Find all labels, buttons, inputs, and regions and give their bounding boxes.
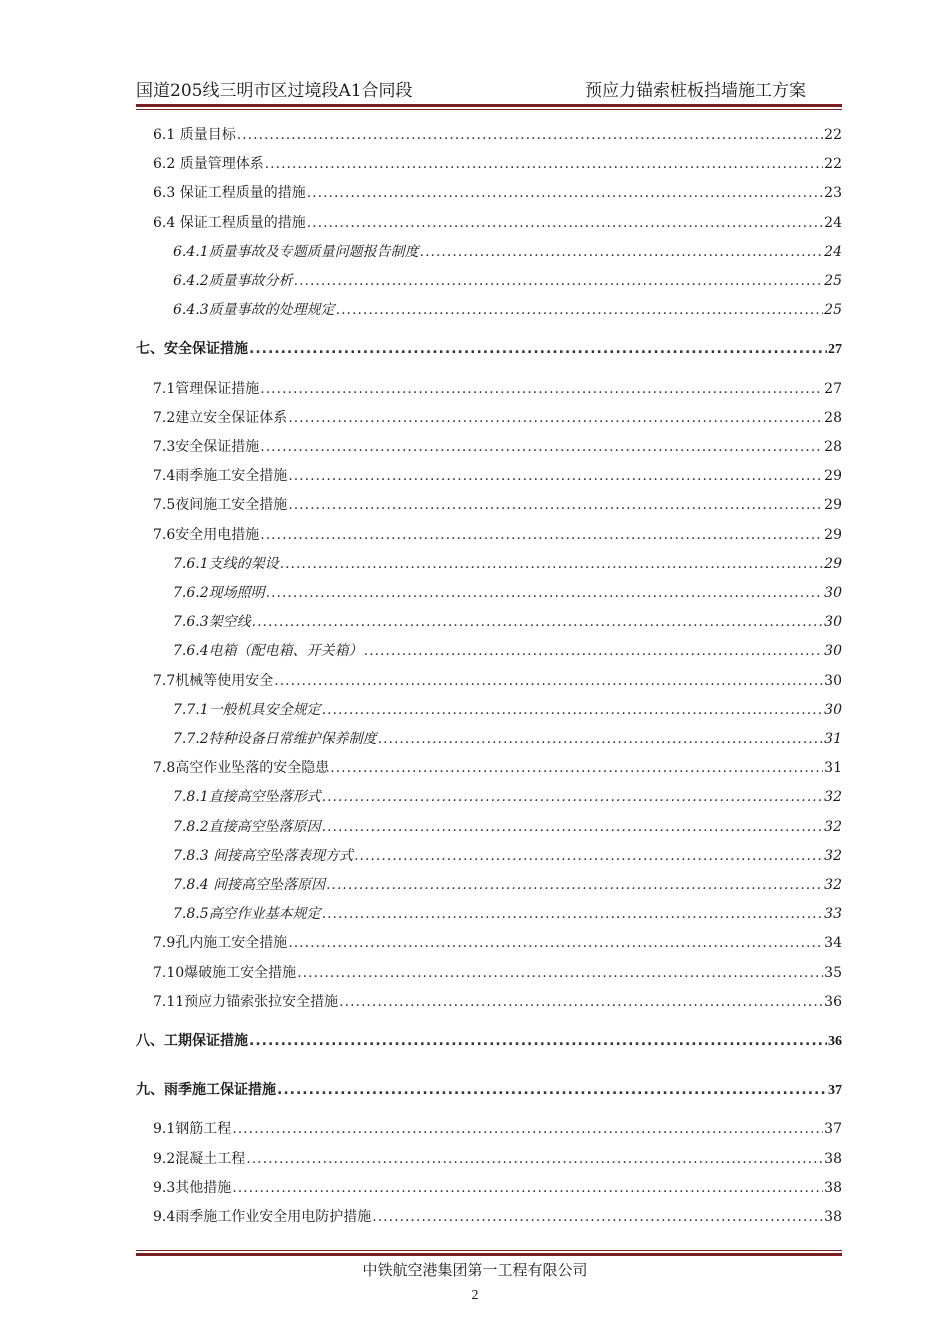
toc-entry[interactable] [136,494,842,516]
toc-entry-page: 28 [824,409,842,426]
toc-leader-dots [249,1030,827,1052]
toc-entry[interactable] [136,699,842,721]
toc-entry[interactable] [136,1118,842,1140]
toc-entry[interactable] [136,241,842,263]
toc-entry-page: 30 [824,585,842,601]
toc-entry-page: 38 [824,1179,842,1196]
toc-entry-title: 7.2建立安全保证体系 [153,409,288,426]
toc-leader-dots [307,212,823,234]
toc-entry[interactable] [136,670,842,692]
toc-leader-dots [260,524,823,546]
toc-leader-dots [288,465,823,487]
toc-entry-page: 29 [824,468,842,485]
toc-entry-title: 6.4.3质量事故的处理规定 [173,302,335,319]
toc-entry[interactable] [136,845,842,867]
toc-leader-dots [372,1206,823,1228]
toc-entry-title: 7.8.1直接高空坠落形式 [173,789,321,806]
footer-rule-thick [136,1253,842,1256]
toc-leader-dots [260,436,823,458]
toc-entry-page: 27 [824,380,842,397]
toc-entry[interactable] [136,728,842,750]
toc-entry-page: 32 [824,847,842,864]
toc-entry-title: 七、安全保证措施 [136,341,248,358]
toc-entry[interactable] [136,299,842,321]
toc-entry[interactable] [136,212,842,234]
toc-entry[interactable] [136,378,842,400]
toc-entry-title: 7.11预应力锚索张拉安全措施 [153,993,339,1010]
toc-entry[interactable] [136,338,842,360]
toc-entry[interactable] [136,932,842,954]
toc-entry-title: 7.8.3 间接高空坠落表现方式 [173,847,354,864]
toc-entry[interactable] [136,1148,842,1170]
toc-entry-page: 24 [824,214,842,231]
toc-entry-title: 9.3其他措施 [153,1179,232,1196]
toc-entry[interactable] [136,553,842,575]
toc-entry-page: 32 [824,818,842,835]
toc-entry-title: 7.7机械等使用安全 [153,672,274,689]
toc-entry-title: 7.6安全用电措施 [153,526,260,543]
toc-entry-page: 37 [828,1083,842,1099]
toc-entry-page: 34 [824,935,842,952]
footer-rule-thin [136,1250,842,1251]
toc-leader-dots [420,241,824,263]
header-document-title: 预应力锚索桩板挡墙施工方案 [585,81,806,101]
toc-entry-title: 7.8.4 间接高空坠落原因 [173,877,326,893]
toc-entry-title: 八、工期保证措施 [136,1033,248,1049]
toc-entry-page: 30 [824,614,842,631]
toc-entry[interactable] [136,786,842,808]
toc-leader-dots [274,670,823,692]
toc-entry[interactable] [136,874,842,896]
footer-company-name: 中铁航空港集团第一工程有限公司 [362,1261,588,1279]
toc-leader-dots [288,407,823,429]
toc-leader-dots [237,124,823,146]
header-project-title: 国道205线三明市区过境段A1合同段 [136,81,413,101]
toc-entry-title: 7.7.2特种设备日常维护保养制度 [173,731,377,747]
toc-entry-page: 38 [824,1150,842,1167]
toc-entry[interactable] [136,524,842,546]
toc-entry-title: 7.6.1支线的架设 [173,555,279,572]
toc-entry-title: 7.6.4电箱（配电箱、开关箱） [173,643,363,660]
toc-entry[interactable] [136,407,842,429]
toc-entry-page: 29 [824,555,842,572]
toc-leader-dots [280,553,824,575]
toc-entry-title: 6.4.1质量事故及专题质量问题报告制度 [173,243,419,260]
toc-entry-title: 6.3 保证工程质量的措施 [153,185,306,202]
toc-entry-page: 24 [824,243,842,260]
toc-entry[interactable] [136,1206,842,1228]
toc-leader-dots [297,962,823,984]
toc-entry-title: 9.4雨季施工作业安全用电防护措施 [153,1209,372,1225]
toc-entry[interactable] [136,1030,842,1052]
toc-entry[interactable] [136,182,842,204]
toc-entry-title: 7.8.2直接高空坠落原因 [173,818,321,835]
toc-entry-page: 36 [828,1034,842,1049]
toc-entry-title: 6.4.2质量事故分析 [173,273,293,289]
toc-entry-title: 7.3安全保证措施 [153,439,260,455]
toc-leader-dots [322,903,824,925]
toc-leader-dots [288,494,823,516]
toc-entry-page: 25 [824,302,842,319]
toc-entry-title: 6.4 保证工程质量的措施 [153,214,306,231]
toc-leader-dots [322,786,824,808]
table-of-contents [136,0,842,1344]
toc-entry[interactable] [136,903,842,925]
toc-leader-dots [260,378,823,400]
toc-entry[interactable] [136,611,842,633]
toc-entry-page: 23 [824,185,842,202]
toc-entry-title: 7.7.1一般机具安全规定 [173,701,321,718]
toc-entry-title: 7.6.3架空线 [173,614,251,631]
toc-entry-page: 28 [824,439,842,455]
toc-entry-page: 29 [824,526,842,543]
toc-leader-dots [326,874,823,896]
toc-entry[interactable] [136,582,842,604]
toc-entry-title: 7.6.2现场照明 [173,585,265,601]
toc-entry-page: 30 [824,701,842,718]
toc-entry[interactable] [136,124,842,146]
toc-leader-dots [336,299,824,321]
toc-entry-title: 9.1钢筋工程 [153,1121,232,1138]
toc-entry-page: 22 [824,156,842,173]
toc-entry-page: 33 [824,906,842,923]
toc-leader-dots [232,1177,823,1199]
toc-leader-dots [354,845,823,867]
toc-entry[interactable] [136,465,842,487]
toc-entry-page: 38 [824,1209,842,1225]
toc-entry-title: 7.10爆破施工安全措施 [153,964,297,981]
toc-leader-dots [277,1079,827,1101]
toc-entry-page: 27 [828,342,842,358]
toc-leader-dots [339,991,823,1013]
toc-entry-page: 22 [824,127,842,143]
toc-entry[interactable] [136,153,842,175]
toc-entry[interactable] [136,816,842,838]
page-number: 2 [471,1288,479,1303]
toc-entry[interactable] [136,757,842,779]
toc-leader-dots [288,932,823,954]
toc-entry-page: 31 [824,760,842,777]
toc-entry-page: 31 [824,731,842,747]
toc-entry-title: 九、雨季施工保证措施 [136,1082,276,1099]
toc-entry-page: 37 [824,1121,842,1138]
toc-entry-title: 7.1管理保证措施 [153,380,260,397]
toc-leader-dots [322,699,824,721]
toc-entry[interactable] [136,640,842,662]
toc-entry-title: 7.4雨季施工安全措施 [153,468,288,485]
toc-leader-dots [364,640,824,662]
toc-entry[interactable] [136,1177,842,1199]
toc-entry[interactable] [136,270,842,292]
toc-entry-title: 7.9孔内施工安全措施 [153,935,288,952]
toc-entry-page: 32 [824,789,842,806]
toc-entry-title: 6.1 质量目标 [153,127,236,143]
toc-entry-page: 25 [824,273,842,289]
toc-entry-title: 7.8高空作业坠落的安全隐患 [153,760,330,777]
toc-entry-page: 36 [824,993,842,1010]
toc-leader-dots [252,611,824,633]
toc-leader-dots [294,270,824,292]
toc-entry[interactable] [136,991,842,1013]
toc-leader-dots [330,757,823,779]
toc-entry-page: 32 [824,877,842,893]
toc-entry-title: 7.8.5高空作业基本规定 [173,906,321,923]
toc-entry-page: 29 [824,497,842,514]
toc-entry-title: 9.2混凝土工程 [153,1150,246,1167]
toc-leader-dots [265,153,823,175]
toc-leader-dots [232,1118,823,1140]
toc-leader-dots [307,182,823,204]
toc-entry[interactable] [136,962,842,984]
toc-leader-dots [322,816,824,838]
toc-entry-page: 30 [824,672,842,689]
toc-entry[interactable] [136,436,842,458]
toc-entry[interactable] [136,1079,842,1101]
toc-leader-dots [266,582,824,604]
toc-entry-page: 30 [824,643,842,660]
toc-entry-title: 6.2 质量管理体系 [153,156,264,173]
toc-leader-dots [378,728,824,750]
toc-entry-title: 7.5夜间施工安全措施 [153,497,288,514]
toc-entry-page: 35 [824,964,842,981]
toc-leader-dots [246,1148,823,1170]
toc-leader-dots [249,338,827,360]
